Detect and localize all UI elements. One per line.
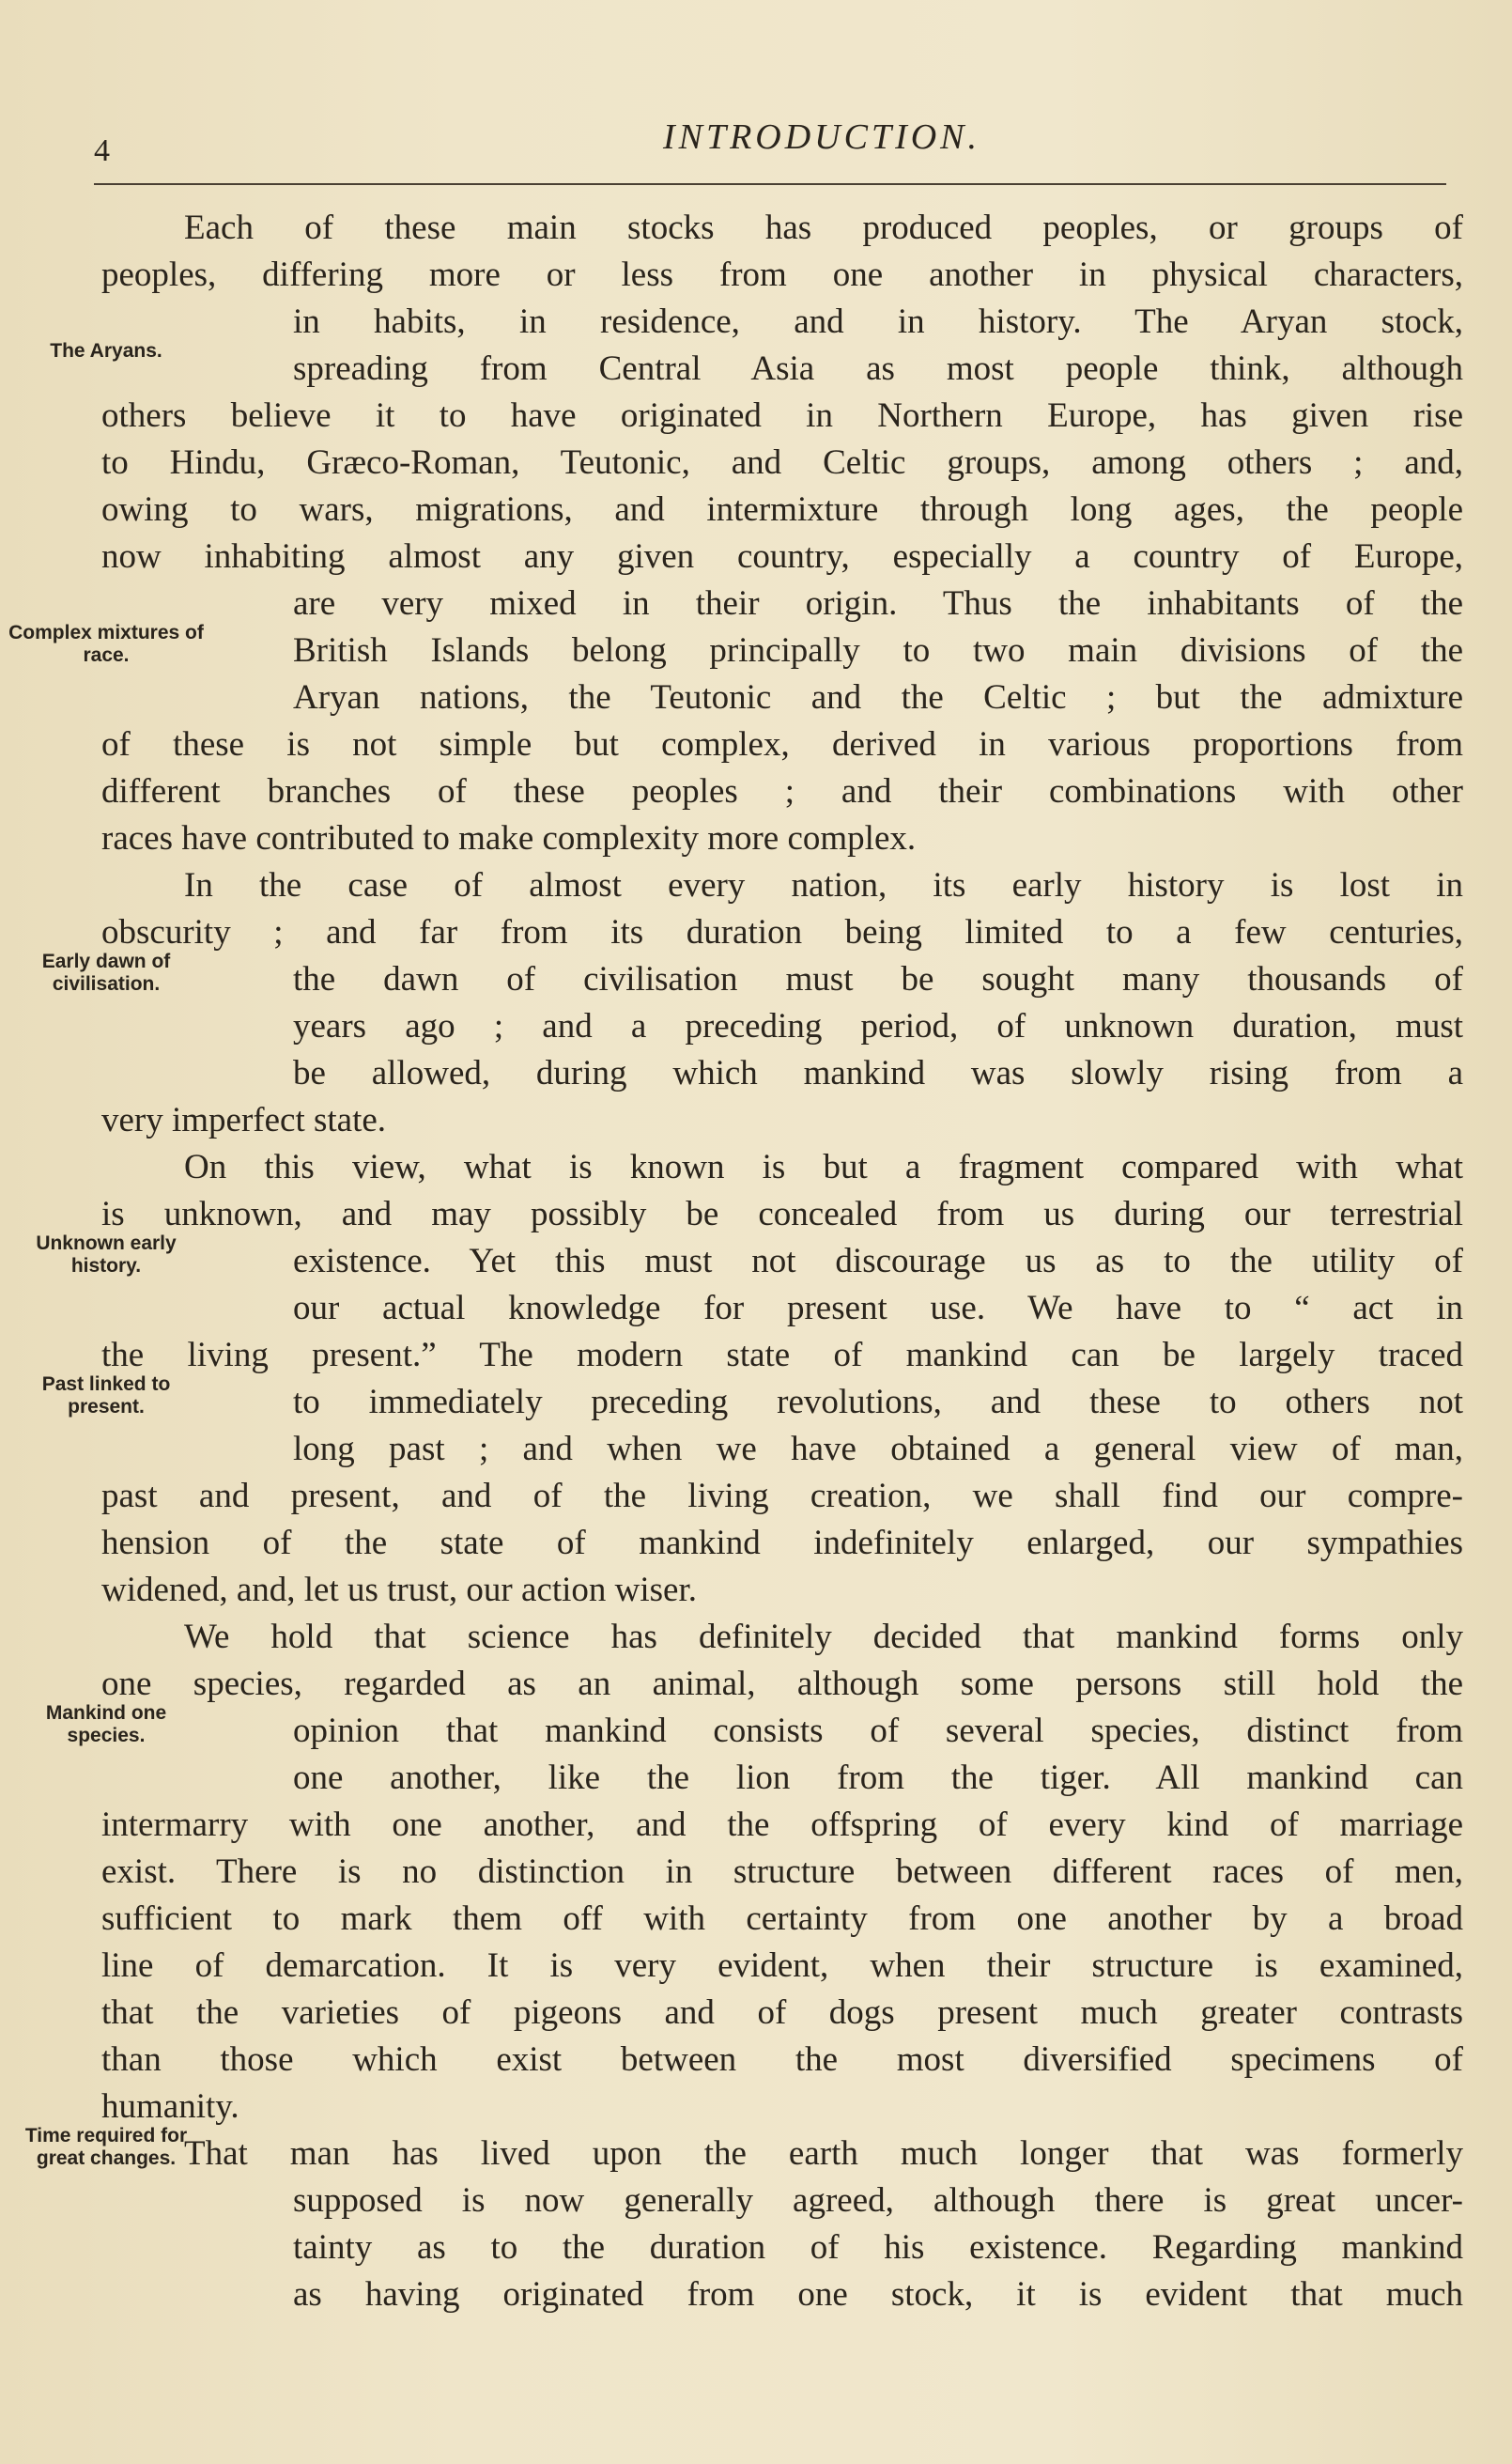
text-line: the living present.” The modern state of mankind can be largely traced bbox=[101, 1336, 1463, 1374]
text-line: are very mixed in their origin. Thus the inhabitants of the bbox=[293, 584, 1463, 623]
text-line: in habits, in residence, and in history. The Aryan stock, bbox=[293, 302, 1463, 341]
marginal-note: Unknown early history. bbox=[36, 1232, 177, 1277]
text-line: owing to wars, migrations, and intermixture through long ages, the people bbox=[101, 490, 1463, 529]
marginal-note: Early dawn of civilisation. bbox=[41, 951, 171, 995]
text-line: exist. There is no distinction in structure between different races of men, bbox=[101, 1852, 1463, 1891]
text-line: spreading from Central Asia as most people think, although bbox=[293, 349, 1463, 388]
text-line: That man has lived upon the earth much longer that was formerly bbox=[184, 2134, 1463, 2173]
text-line: existence. Yet this must not discourage us as to the utility of bbox=[293, 1242, 1463, 1280]
text-line: widened, and, let us trust, our action wiser. bbox=[101, 1571, 698, 1609]
text-line: years ago ; and a preceding period, of unknown duration, must bbox=[293, 1007, 1463, 1046]
text-line: line of demarcation. It is very evident, when their structure is examined, bbox=[101, 1946, 1463, 1985]
text-line: opinion that mankind consists of several species, distinct from bbox=[293, 1712, 1463, 1750]
text-line: supposed is now generally agreed, although there is great uncer- bbox=[293, 2181, 1463, 2220]
text-line: Each of these main stocks has produced peoples, or groups of bbox=[184, 209, 1463, 247]
marginal-note: Mankind one species. bbox=[45, 1702, 167, 1746]
text-line: others believe it to have originated in Northern Europe, has given rise bbox=[101, 396, 1463, 435]
text-line: long past ; and when we have obtained a general view of man, bbox=[293, 1430, 1463, 1468]
text-line: We hold that science has definitely decided that mankind forms only bbox=[184, 1618, 1463, 1656]
text-line: now inhabiting almost any given country, especially a country of Europe, bbox=[101, 537, 1463, 576]
text-line: to Hindu, Græco-Roman, Teutonic, and Celtic groups, among others ; and, bbox=[101, 443, 1463, 482]
text-line: On this view, what is known is but a fragment compared with what bbox=[184, 1148, 1463, 1186]
text-line: different branches of these peoples ; and their combinations with other bbox=[101, 772, 1463, 811]
body-text bbox=[8, 205, 1463, 2318]
text-line: past and present, and of the living creation, we shall find our compre- bbox=[101, 1477, 1463, 1515]
text-line: is unknown, and may possibly be concealed from us during our terrestrial bbox=[101, 1195, 1463, 1233]
text-line: of these is not simple but complex, derived in various proportions from bbox=[101, 725, 1463, 764]
marginal-note: The Aryans. bbox=[50, 340, 162, 362]
text-line: British Islands belong principally to two main divisions of the bbox=[293, 631, 1463, 670]
text-line: peoples, differing more or less from one another in physical characters, bbox=[101, 256, 1463, 294]
text-line: very imperfect state. bbox=[101, 1101, 387, 1139]
marginal-note: Complex mixtures of race. bbox=[8, 622, 204, 666]
text-line: as having originated from one stock, it is evident that much bbox=[293, 2275, 1463, 2314]
text-line: tainty as to the duration of his existence. Regarding mankind bbox=[293, 2228, 1463, 2267]
text-line: one another, like the lion from the tiger. All mankind can bbox=[293, 1759, 1463, 1797]
text-line: the dawn of civilisation must be sought many thousands of bbox=[293, 960, 1463, 999]
text-line: one species, regarded as an animal, although some persons still hold the bbox=[101, 1665, 1463, 1703]
text-line: hension of the state of mankind indefinitely enlarged, our sympathies bbox=[101, 1524, 1463, 1562]
text-line: that the varieties of pigeons and of dogs present much greater contrasts bbox=[101, 1993, 1463, 2032]
text-line: obscurity ; and far from its duration being limited to a few centuries, bbox=[101, 913, 1463, 952]
text-line: intermarry with one another, and the offspring of every kind of marriage bbox=[101, 1805, 1463, 1844]
header-rule bbox=[94, 183, 1446, 185]
text-line: races have contributed to make complexity more complex. bbox=[101, 819, 917, 858]
text-line: to immediately preceding revolutions, and these to others not bbox=[293, 1383, 1463, 1421]
text-line: be allowed, during which mankind was slowly rising from a bbox=[293, 1054, 1463, 1093]
text-line: our actual knowledge for present use. We have to “ act in bbox=[293, 1289, 1463, 1327]
text-line: sufficient to mark them off with certainty from one another by a broad bbox=[101, 1899, 1463, 1938]
text-line: humanity. bbox=[101, 2087, 239, 2126]
marginal-note: Past linked to present. bbox=[41, 1373, 171, 1418]
text-line: than those which exist between the most diversified specimens of bbox=[101, 2040, 1463, 2079]
running-title: INTRODUCTION. bbox=[662, 117, 981, 157]
page-number: 4 bbox=[94, 133, 111, 168]
text-line: Aryan nations, the Teutonic and the Celtic ; but the admixture bbox=[293, 678, 1463, 717]
text-line: In the case of almost every nation, its early history is lost in bbox=[184, 866, 1463, 905]
marginal-note: Time required for great changes. bbox=[24, 2125, 188, 2169]
